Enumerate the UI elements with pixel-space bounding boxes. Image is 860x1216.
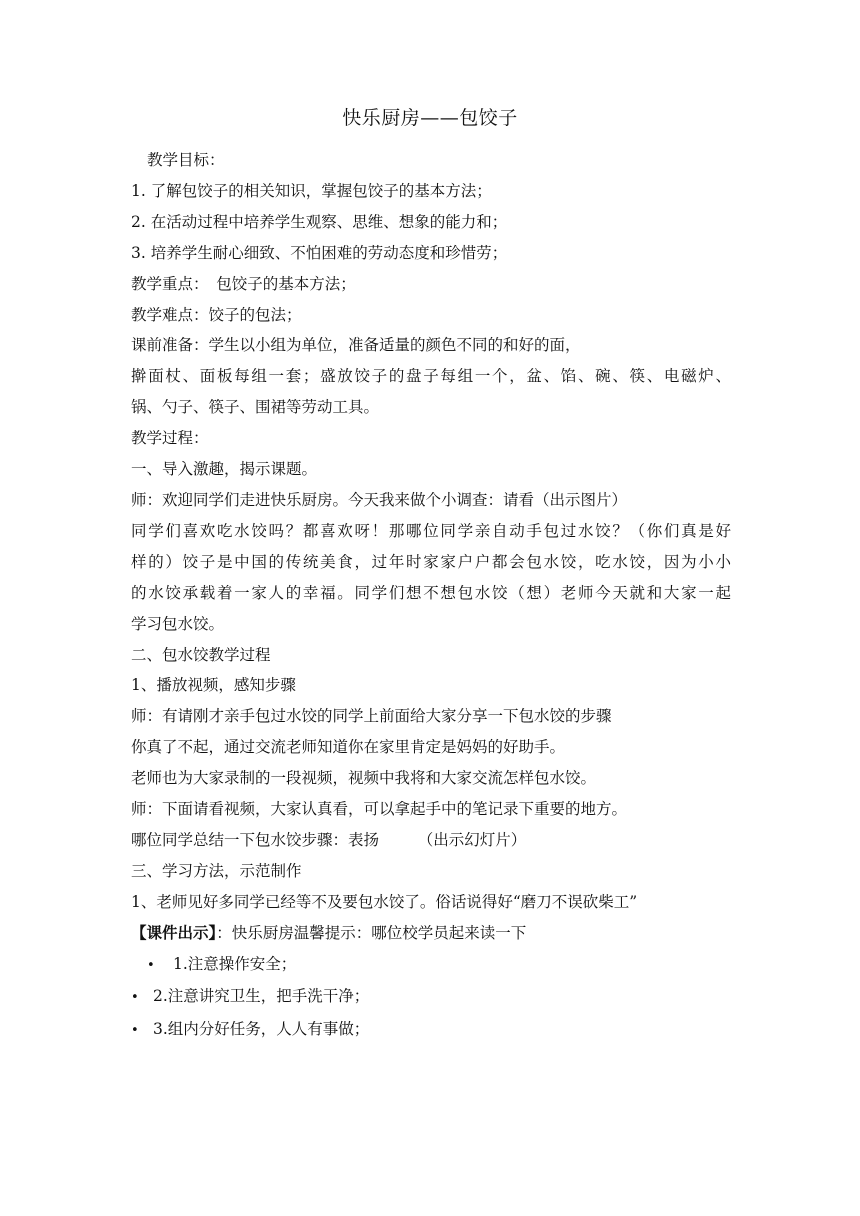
bullet-text: 2.注意讲究卫生，把手洗干净； xyxy=(153,987,370,1006)
bullet-icon: • xyxy=(131,1023,139,1039)
bullet-icon: • xyxy=(147,957,155,973)
document-body xyxy=(131,145,731,1047)
paragraph-line: 样的）饺子是中国的传统美食，过年时家家户户都会包水饺，吃水饺，因为小小 xyxy=(131,552,731,571)
paragraph-line: 的水饺承载着一家人的幸福。同学们想不想包水饺（想）老师今天就和大家一起 xyxy=(131,583,731,602)
key-point: 教学重点： 包饺子的基本方法； xyxy=(131,274,356,293)
section-3-heading: 三、学习方法，示范制作 xyxy=(131,861,302,880)
paragraph-line: 师：下面请看视频，大家认真看，可以拿起手中的笔记录下重要的地方。 xyxy=(131,800,628,819)
process-heading: 教学过程： xyxy=(131,429,209,448)
bullet-text: 1.注意操作安全； xyxy=(173,954,297,973)
courseware-text: ：快乐厨房温馨提示：哪位校学员起来读一下 xyxy=(216,923,527,942)
objective-3: 3. 培养学生耐心细致、不怕困难的劳动态度和珍惜劳； xyxy=(131,243,508,262)
document-title: 快乐厨房——包饺子 xyxy=(342,107,518,129)
bullet-item xyxy=(131,981,731,1014)
paragraph-line: 师：有请刚才亲手包过水饺的同学上前面给大家分享一下包水饺的步骤 xyxy=(131,707,612,726)
bullet-item xyxy=(131,1014,731,1047)
paragraph-line: 师：欢迎同学们走进快乐厨房。今天我来做个小调查：请看（出示图片） xyxy=(131,490,628,509)
courseware-line xyxy=(131,918,731,949)
bullet-item xyxy=(131,949,731,982)
bullet-icon: • xyxy=(131,990,139,1006)
section-1-heading: 一、导入激趣，揭示课题。 xyxy=(131,460,318,479)
paragraph-line: 1、老师见好多同学已经等不及要包水饺了。俗话说得好“磨刀不误砍柴工” xyxy=(131,892,638,911)
section-2-heading: 二、包水饺教学过程 xyxy=(131,645,271,664)
preparation-line-2: 擀面杖、面板每组一套；盛放饺子的盘子每组一个，盆、馅、碗、筷、电磁炉、 xyxy=(131,367,731,386)
objective-1: 1. 了解包饺子的相关知识，掌握包饺子的基本方法； xyxy=(131,181,492,200)
difficult-point: 教学难点：饺子的包法； xyxy=(131,305,302,324)
courseware-label: 【课件出示】 xyxy=(131,922,217,942)
objective-2: 2. 在活动过程中培养学生观察、思维、想象的能力和； xyxy=(131,212,508,231)
paragraph-line: 哪位同学总结一下包水饺步骤：表扬 （出示幻灯片） xyxy=(131,830,527,849)
paragraph-line: 你真了不起，通过交流老师知道你在家里肯定是妈妈的好助手。 xyxy=(131,738,566,757)
bullet-text: 3.组内分好任务，人人有事做； xyxy=(153,1020,370,1039)
preparation-line-1: 课前准备：学生以小组为单位，准备适量的颜色不同的和好的面， xyxy=(131,336,581,355)
step-heading: 1、播放视频，感知步骤 xyxy=(131,676,296,695)
paragraph-line: 同学们喜欢吃水饺吗？都喜欢呀！那哪位同学亲自动手包过水饺？（你们真是好 xyxy=(131,521,731,540)
objectives-heading: 教学目标： xyxy=(147,151,225,169)
paragraph-line: 学习包水饺。 xyxy=(131,614,225,633)
paragraph-line: 老师也为大家录制的一段视频，视频中我将和大家交流怎样包水饺。 xyxy=(131,769,597,788)
preparation-line-3: 锅、勺子、筷子、围裙等劳动工具。 xyxy=(131,398,380,417)
